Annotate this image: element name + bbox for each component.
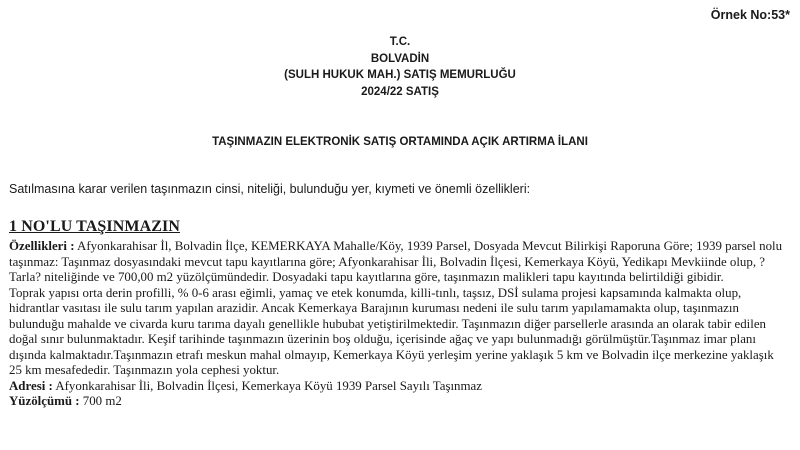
header-office: (SULH HUKUK MAH.) SATIŞ MEMURLUĞU	[284, 69, 516, 81]
header-district: BOLVADİN	[370, 52, 430, 65]
address-label: Adresi :	[9, 378, 53, 393]
description-paragraph: Toprak yapısı orta derin profilli, % 0-6 arası eğimli, yamaç ve etek konumda, killi-tınlı, taşsız, DSİ sulama projesi kapsamında kalmakta olup, hidrantlar vasıtası ile sulu tarım yapılan arazidir. Ancak Kemerkaya Barajının kuruması nedeni ile sulu tarım yapılamamakta olup, taşınmazın bulunduğu mahalde ve civarda kuru tarıma dayalı genellikle hububat yetiştirilmektedir. Taşınmazın diğer parsellerle arasında an olarak tabir edilen doğal sınır bulunmaktadır. Keşif tarihinde taşınmazın üzerinin boş olduğu, içerisinde ağaç ve yapı bulunmadığı görülmüştür.Taşınmaz imar planı dışında kalmaktadır.Taşınmazın etrafı meskun mahal olmayıp, Kemerkaya Köyü yerleşim yerine yaklaşık 5 km ve Bolvadin ilçe merkezine yaklaşık 25 km mesafededir. Taşınmazın yola cephesi yoktur.	[9, 285, 774, 377]
intro-text: Satılmasına karar verilen taşınmazın cinsi, niteliği, bulunduğu yer, kıymeti ve önemli özellikleri:	[9, 182, 531, 196]
announcement-title: TAŞINMAZIN ELEKTRONİK SATIŞ ORTAMINDA AÇIK ARTIRMA İLANI	[212, 136, 588, 148]
header-country: T.C.	[389, 36, 411, 48]
property-heading: 1 NO'LU TAŞINMAZIN	[9, 218, 181, 235]
features-label: Özellikleri :	[9, 239, 75, 253]
header-file-number: 2024/22 SATIŞ	[361, 85, 439, 98]
document-header	[0, 34, 800, 100]
area-text: 700 m2	[79, 394, 122, 408]
address-paragraph	[9, 379, 787, 395]
area-paragraph	[9, 394, 787, 410]
form-number: Örnek No:53*	[710, 8, 790, 22]
property-details	[9, 239, 787, 410]
address-text: Afyonkarahisar İli, Bolvadin İlçesi, Kemerkaya Köyü 1939 Parsel Sayılı Taşınmaz	[52, 378, 482, 393]
features-text: Afyonkarahisar İl, Bolvadin İlçe, KEMERKAYA Mahalle/Köy, 1939 Parsel, Dosyada Mevcut Bilirkişi Raporuna Göre; 1939 parsel nolu taşınmaz: Taşınmaz dosyasındaki mevcut tapu kayıtlarına göre; Afyonkarahisar İli, Bolvadin İlçesi, Kemerkaya Köyü, Yedikapı Mevkiinde olup, ?Tarla? niteliğinde ve 700,00 m2 yüzölçümündedir. Dosyadaki tapu kayıtlarına göre, taşınmazın malikleri tapu kayıtında belirtildiği gibidir.	[9, 239, 783, 284]
area-label: Yüzölçümü :	[9, 394, 80, 408]
features-paragraph	[9, 239, 787, 286]
